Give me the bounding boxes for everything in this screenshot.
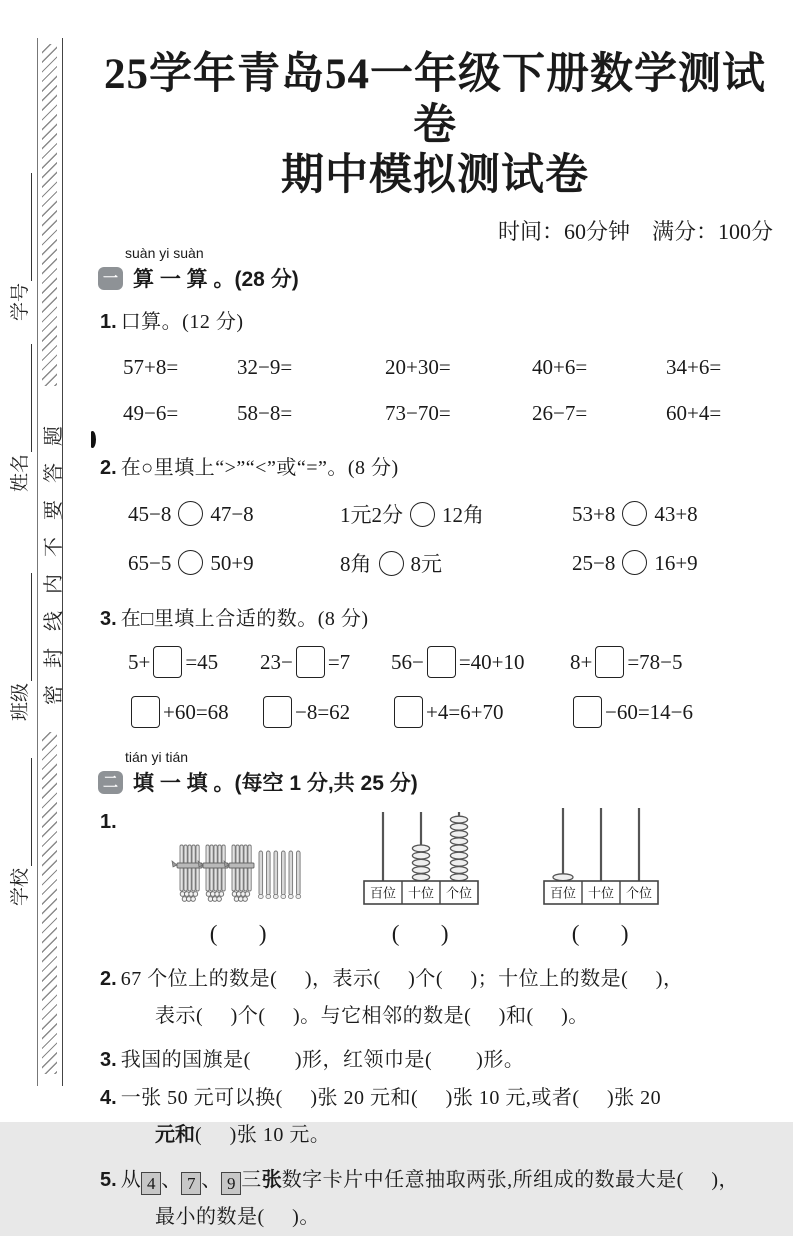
left-expression: 8角 xyxy=(340,552,372,577)
question-2-2 xyxy=(85,961,785,1035)
section1-pinyin: suàn yi suàn xyxy=(125,245,204,262)
seal-line-text: 密封线内不要答题 xyxy=(43,409,65,705)
calc-item: 73−70= xyxy=(385,401,451,426)
left-expression: 1元2分 xyxy=(340,503,403,528)
section2-header xyxy=(98,767,785,797)
seal-line-strip xyxy=(37,38,63,1086)
counting-sticks-figure xyxy=(175,839,303,947)
fill-item xyxy=(570,646,785,678)
section2-number-badge: 二 xyxy=(98,771,123,794)
student-id-write-line[interactable] xyxy=(12,173,32,281)
fill-box[interactable] xyxy=(131,696,160,728)
question-number: 3. xyxy=(100,608,117,631)
abacus-image-2 xyxy=(543,805,659,914)
abacus-image-1 xyxy=(363,805,479,914)
question-2-3 xyxy=(85,1043,785,1072)
fill-item xyxy=(391,646,570,678)
digit-cards-sentence xyxy=(120,1169,740,1194)
post-expression: −8=62 xyxy=(295,700,351,725)
svg-text:百位: 百位 xyxy=(549,885,576,901)
pre-expression: 5+ xyxy=(128,650,151,675)
oral-calc-row-2 xyxy=(85,401,785,426)
comparison-circle[interactable] xyxy=(622,501,647,526)
calc-item: 32−9= xyxy=(237,355,293,380)
comparison-circle[interactable] xyxy=(178,501,203,526)
sentence-mid: 三 xyxy=(241,1169,262,1192)
right-expression: 16+9 xyxy=(654,551,698,576)
left-expression: 25−8 xyxy=(572,551,616,576)
left-expression: 53+8 xyxy=(572,502,616,527)
svg-text:十位: 十位 xyxy=(587,885,614,901)
fill-item xyxy=(570,696,785,728)
calc-item: 57+8= xyxy=(123,355,179,380)
compare-item xyxy=(340,499,572,529)
question-number: 2. xyxy=(100,457,117,480)
card-separator: 、 xyxy=(161,1169,182,1192)
calc-item: 58−8= xyxy=(237,401,293,426)
school-write-line[interactable] xyxy=(12,758,32,866)
fill-box-row-2 xyxy=(85,696,785,728)
seal-hatch-bottom xyxy=(42,732,57,1074)
fill-item xyxy=(128,696,260,728)
school-field xyxy=(8,758,32,906)
svg-text:百位: 百位 xyxy=(369,885,396,901)
question-text-cont: 最小的数是( )。 xyxy=(155,1206,320,1229)
right-expression: 50+9 xyxy=(210,551,254,576)
question-number: 3. xyxy=(100,1049,117,1072)
sentence-prefix: 从 xyxy=(120,1169,142,1192)
compare-item xyxy=(572,501,785,527)
post-expression: =78−5 xyxy=(627,650,683,675)
calc-item: 34+6= xyxy=(666,355,722,380)
paper-title-line2: 期中模拟测试卷 xyxy=(281,152,589,200)
right-expression: 12角 xyxy=(442,503,484,528)
student-name-label: 姓名 xyxy=(10,453,31,492)
right-expression: 43+8 xyxy=(654,502,698,527)
calc-item: 26−7= xyxy=(532,401,588,426)
svg-text:个位: 个位 xyxy=(625,885,652,901)
compare-item xyxy=(572,550,785,576)
pre-expression: 8+ xyxy=(570,650,593,675)
comparison-circle[interactable] xyxy=(379,551,404,576)
compare-row-1 xyxy=(85,499,785,529)
fill-box[interactable] xyxy=(427,646,456,678)
question-text: 一张 50 元可以换( )张 20 元和( )张 10 元,或者( )张 20 xyxy=(120,1087,662,1110)
question-1-1-label xyxy=(85,305,785,334)
question-text: 在○里填上“>”“<”或“=”。(8 分) xyxy=(120,457,399,480)
answer-blank[interactable]: ( ) xyxy=(571,921,630,947)
post-expression: =45 xyxy=(185,650,219,675)
question-number: 2. xyxy=(100,968,117,991)
paper-body xyxy=(85,0,785,1236)
question-number: 5. xyxy=(100,1169,117,1192)
section1-header xyxy=(98,263,785,293)
fill-item xyxy=(260,696,391,728)
question-1-3-label xyxy=(85,602,785,631)
fill-box-row-1 xyxy=(85,646,785,678)
calc-item: 20+30= xyxy=(385,355,451,380)
question-text: 口算。(12 分) xyxy=(120,311,244,334)
abacus-figure-2 xyxy=(543,805,659,947)
abacus-figure-1 xyxy=(363,805,479,947)
left-expression: 65−5 xyxy=(128,551,172,576)
compare-item xyxy=(128,550,340,576)
pre-expression: 56− xyxy=(391,650,424,675)
sentence-bold-word: 张 xyxy=(261,1169,282,1192)
seal-hatch-top xyxy=(42,44,57,386)
fill-item xyxy=(128,646,260,678)
post-expression: +60=68 xyxy=(163,700,229,725)
fill-box[interactable] xyxy=(595,646,624,678)
post-expression: +4=6+70 xyxy=(426,700,504,725)
question-text: 我国的国旗是( )形，红领巾是( )形。 xyxy=(120,1049,525,1072)
digit-card: 7 xyxy=(181,1172,201,1195)
card-separator: 、 xyxy=(201,1169,222,1192)
paper-title-line1: 25学年青岛54一年级下册数学测试卷 xyxy=(104,51,766,149)
left-expression: 45−8 xyxy=(128,502,172,527)
class-label: 班级 xyxy=(10,682,31,721)
fill-box[interactable] xyxy=(573,696,602,728)
class-write-line[interactable] xyxy=(12,573,32,681)
post-expression: −60=14−6 xyxy=(605,700,694,725)
compare-item xyxy=(340,548,572,578)
calc-item: 40+6= xyxy=(532,355,588,380)
question-text: 67 个位上的数是( )，表示( )个( )；十位上的数是( )， xyxy=(120,968,684,991)
class-field xyxy=(8,573,32,721)
comparison-circle[interactable] xyxy=(178,550,203,575)
student-name-field xyxy=(8,344,32,492)
sentence-rest: 数字卡片中任意抽取两张,所组成的数最大是( )， xyxy=(281,1169,740,1192)
digit-card: 9 xyxy=(221,1172,241,1195)
right-expression: 8元 xyxy=(410,552,442,577)
section1-number-badge: 一 xyxy=(98,267,123,290)
question-number: 1. xyxy=(100,811,117,834)
question-text-cont: 表示( )个( )。与它相邻的数是( )和( )。 xyxy=(155,1005,589,1028)
question-text-cont: ( )张 10 元。 xyxy=(195,1124,331,1147)
fill-box[interactable] xyxy=(153,646,182,678)
fill-box[interactable] xyxy=(394,696,423,728)
right-expression: 47−8 xyxy=(210,502,254,527)
question-text-bold: 元和 xyxy=(155,1124,195,1147)
post-expression: =40+10 xyxy=(458,650,525,675)
student-name-write-line[interactable] xyxy=(12,344,32,452)
section2-title: 填 一 填 。(每空 1 分,共 25 分) xyxy=(133,772,418,796)
svg-text:个位: 个位 xyxy=(445,885,472,901)
student-id-label: 学号 xyxy=(10,282,31,321)
digit-card: 4 xyxy=(141,1172,161,1195)
question-number: 4. xyxy=(100,1087,117,1110)
question-2-1-figures xyxy=(85,805,785,947)
section1-title: 算 一 算 。(28 分) xyxy=(133,268,299,292)
fill-item xyxy=(391,696,570,728)
post-expression: =7 xyxy=(327,650,351,675)
question-2-5 xyxy=(85,1162,785,1236)
question-text: 在□里填上合适的数。(8 分) xyxy=(120,608,369,631)
compare-row-2 xyxy=(85,548,785,578)
svg-text:十位: 十位 xyxy=(407,885,434,901)
comparison-circle[interactable] xyxy=(622,550,647,575)
compare-item xyxy=(128,501,340,527)
fill-box[interactable] xyxy=(296,646,325,678)
comparison-circle[interactable] xyxy=(410,502,435,527)
oral-calc-row-1 xyxy=(85,355,785,380)
time-and-score-info: 时间：60分钟 满分：100分 xyxy=(497,219,773,245)
section2-pinyin: tián yi tián xyxy=(125,749,189,766)
fill-box[interactable] xyxy=(263,696,292,728)
pre-expression: 23− xyxy=(260,650,293,675)
question-1-2-label xyxy=(85,451,785,480)
counting-sticks-image xyxy=(175,839,303,914)
school-label: 学校 xyxy=(10,867,31,906)
question-number: 1. xyxy=(100,311,117,334)
student-id-field xyxy=(8,173,32,321)
fill-item xyxy=(260,646,391,678)
calc-item: 49−6= xyxy=(123,401,179,426)
answer-blank[interactable]: ( ) xyxy=(209,921,268,947)
calc-item: 60+4= xyxy=(666,401,722,426)
question-2-4 xyxy=(85,1080,785,1154)
answer-blank[interactable]: ( ) xyxy=(391,921,450,947)
